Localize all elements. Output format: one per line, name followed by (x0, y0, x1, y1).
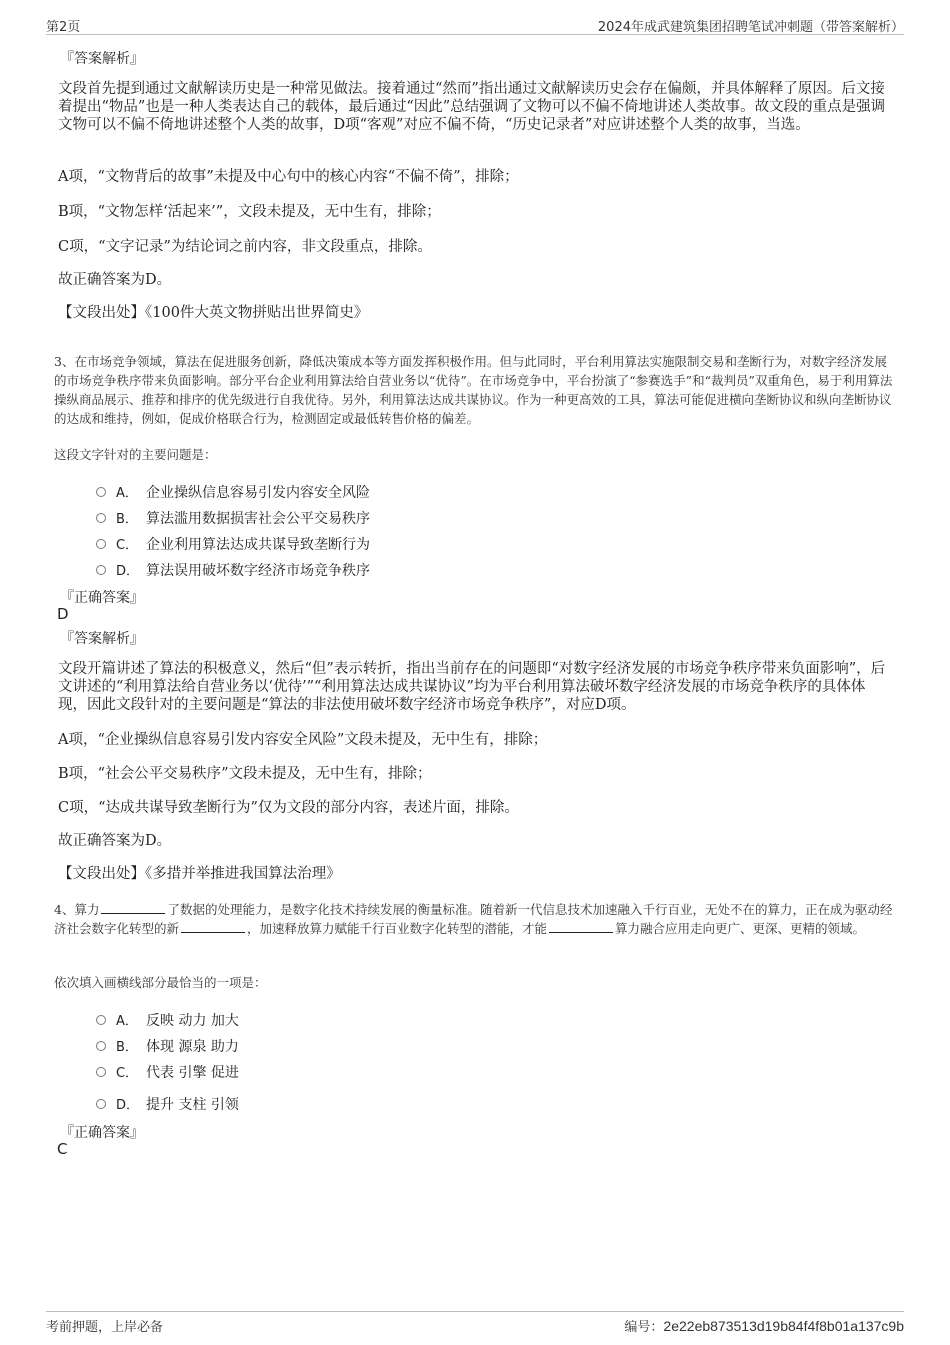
footer-slogan: 考前押题，上岸必备 (46, 1320, 164, 1335)
q4-correct-answer: C (57, 1140, 68, 1158)
radio-icon[interactable] (96, 513, 106, 523)
q3-option-c-explanation: C项，“达成共谋导致垄断行为”仅为文段的部分内容，表述片面，排除。 (58, 800, 519, 816)
radio-icon[interactable] (96, 1041, 106, 1051)
radio-icon[interactable] (96, 1015, 106, 1025)
q4-option-b[interactable]: B． 体现 源泉 助力 (96, 1036, 239, 1056)
q3-option-a[interactable]: A． 企业操纵信息容易引发内容安全风险 (96, 482, 370, 502)
q4-correct-answer-label: 『正确答案』 (60, 1125, 144, 1141)
q3-option-b[interactable]: B． 算法滥用数据损害社会公平交易秩序 (96, 508, 370, 528)
q3-question-text: 3、在市场竞争领域，算法在促进服务创新，降低决策成本等方面发挥积极作用。但与此同时，平台利用算法实施限制交易和垄断行为，对数字经济发展的市场竞争秩序带来负面影响。部分平台企业利用算法给自营业务以“优待”。在市场竞争中，平台扮演了“参赛选手”和“裁判员”双重角色，易于利用算法操纵商品展示、推荐和排序的优先级进行自我优待。另外，利用算法达成共谋协议。作为一种更高效的工具，算法可能促进横向垄断协议和纵向垄断协议的达成和维持，例如，促成价格联合行为，检测固定或最低转售价格的偏差。 (54, 354, 893, 426)
blank-line-1 (101, 901, 165, 914)
q3-correct-answer: D (57, 605, 69, 623)
document-title: 2024年成武建筑集团招聘笔试冲刺题（带答案解析） (597, 20, 904, 35)
q4-option-c[interactable]: C． 代表 引擎 促进 (96, 1062, 239, 1082)
q2-analysis-label: 『答案解析』 (60, 51, 144, 67)
blank-line-3 (549, 920, 613, 933)
q3-analysis-paragraph: 文段开篇讲述了算法的积极意义，然后“但”表示转折，指出当前存在的问题即“对数字经济发展的市场竞争秩序带来负面影响”，后文讲述的“利用算法给自营业务以‘优待’”“利用算法达成共谋协议”均为平台利用算法破坏数字经济发展的市场竞争秩序的具体体现，因此文段针对的主要问题是“算法的非法使用破坏数字经济市场竞争秩序”，对应D项。 (58, 661, 886, 713)
q2-option-c-explanation: C项，“文字记录”为结论词之前内容，非文段重点，排除。 (58, 239, 432, 255)
document-code: 编号：2e22eb873513d19b84f4f8b01a137c9b (624, 1318, 904, 1335)
page-footer (46, 1311, 904, 1336)
q4-option-d[interactable]: D． 提升 支柱 引领 (96, 1094, 239, 1114)
q3-option-b-explanation: B项，“社会公平交易秩序”文段未提及，无中生有，排除； (58, 766, 432, 782)
radio-icon[interactable] (96, 1099, 106, 1109)
q2-conclusion: 故正确答案为D。 (58, 272, 172, 288)
page-number: 第2页 (46, 20, 81, 35)
q3-prompt: 这段文字针对的主要问题是： (54, 447, 217, 462)
q4-question-text: 4、算力 了数据的处理能力，是数字化技术持续发展的衡量标准。随着新一代信息技术加速融入千行百业，无处不在的算力，正在成为驱动经济社会数字化转型的新 ，加速释放算力赋能千行百业数字化转型的潜能，才能 算力融合应用走向更广、更深、更精的领域。 (54, 902, 893, 936)
radio-icon[interactable] (96, 565, 106, 575)
q3-analysis-label: 『答案解析』 (60, 631, 144, 647)
q2-source: 【文段出处】《100件大英文物拼贴出世界简史》 (58, 305, 369, 321)
blank-line-2 (181, 920, 245, 933)
q3-correct-answer-label: 『正确答案』 (60, 590, 144, 606)
radio-icon[interactable] (96, 539, 106, 549)
q3-option-a-explanation: A项，“企业操纵信息容易引发内容安全风险”文段未提及，无中生有，排除； (58, 732, 548, 748)
page-header (46, 14, 904, 35)
q3-source: 【文段出处】《多措并举推进我国算法治理》 (58, 866, 341, 882)
q3-option-c[interactable]: C． 企业利用算法达成共谋导致垄断行为 (96, 534, 370, 554)
q3-option-d[interactable]: D． 算法误用破坏数字经济市场竞争秩序 (96, 560, 370, 580)
q4-prompt: 依次填入画横线部分最恰当的一项是： (54, 975, 267, 990)
q4-option-a[interactable]: A． 反映 动力 加大 (96, 1010, 239, 1030)
q2-option-a-explanation: A项，“文物背后的故事”未提及中心句中的核心内容“不偏不倚”，排除； (58, 169, 519, 185)
q2-analysis-paragraph: 文段首先提到通过文献解读历史是一种常见做法。接着通过“然而”指出通过文献解读历史会存在偏颇，并具体解释了原因。后文接着提出“物品”也是一种人类表达自己的载体，最后通过“因此”总结强调了文物可以不偏不倚地讲述人类故事。故文段的重点是强调文物可以不偏不倚地讲述整个人类的故事，D项“客观”对应不偏不倚，“历史记录者”对应讲述整个人类的故事，当选。 (58, 81, 886, 133)
radio-icon[interactable] (96, 487, 106, 497)
radio-icon[interactable] (96, 1067, 106, 1077)
q3-conclusion: 故正确答案为D。 (58, 833, 172, 849)
q2-option-b-explanation: B项，“文物怎样‘活起来’”，文段未提及，无中生有，排除； (58, 204, 441, 220)
